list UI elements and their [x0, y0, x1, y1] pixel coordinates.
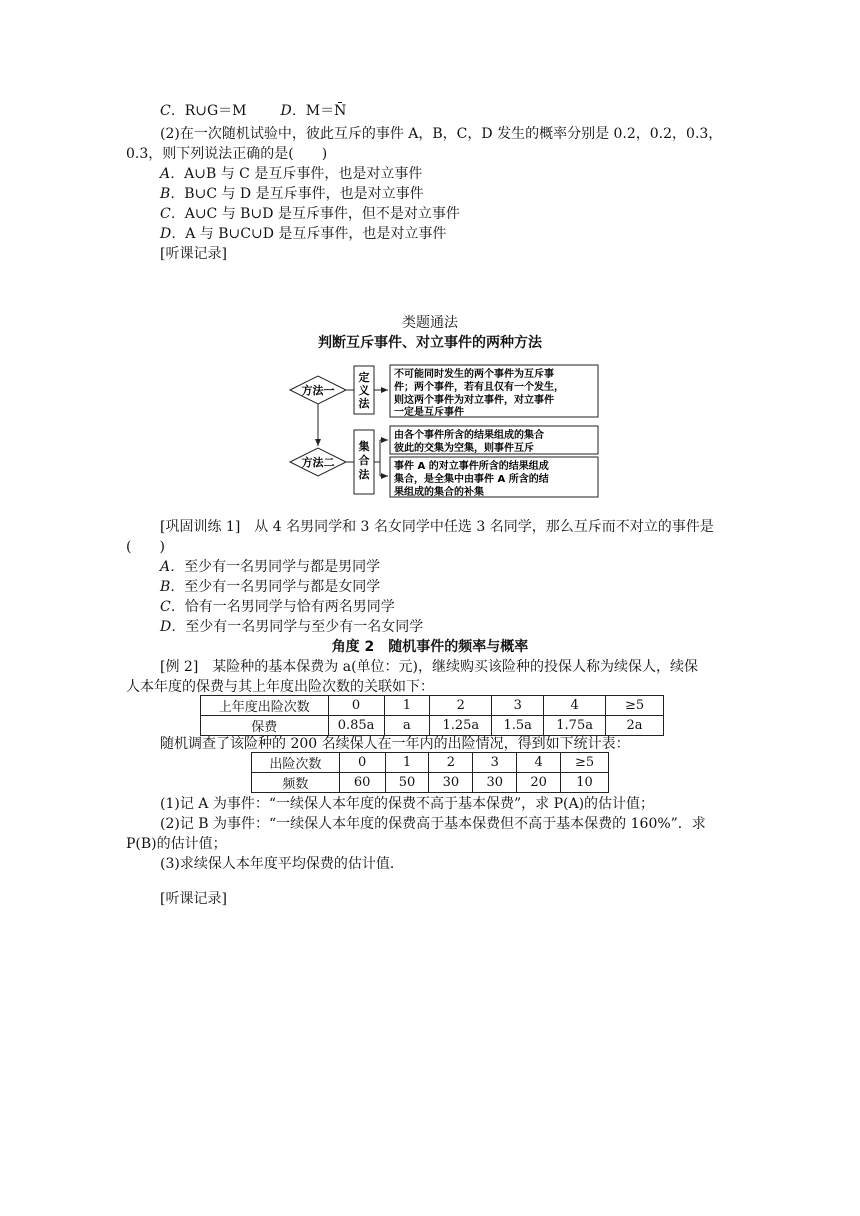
table-cell: a [384, 716, 430, 736]
option-a [160, 164, 422, 184]
practice-option-c [160, 597, 395, 617]
example-2-line-1: [例 2] 某险种的基本保费为 a(单位：元)，继续购买该险种的投保人称为续保人，续保 [160, 659, 698, 675]
option-label: D． [160, 226, 186, 242]
method-2-label: 方法二 [301, 456, 335, 469]
option-text: 至少有一名男同学与都是男同学 [184, 559, 381, 575]
option-label: B． [160, 579, 185, 595]
method-subheading: 判断互斥事件、对立事件的两种方法 [318, 335, 542, 351]
method-heading: 类题通法 [402, 315, 458, 331]
premium-table [200, 695, 664, 736]
option-label: D． [160, 619, 186, 635]
def-label-char: 定 [358, 371, 370, 384]
option-c-text: R∪G＝M [184, 103, 247, 119]
table-cell: 1 [384, 696, 430, 716]
options-c-d [160, 101, 346, 121]
def-text-line: 不可能同时发生的两个事件为互斥事 [394, 369, 554, 380]
table-cell: 4 [544, 696, 606, 716]
option-label: C． [160, 206, 185, 222]
sub-question-3: (3)求续保人本年度平均保费的估计值． [160, 856, 404, 872]
table-row [201, 716, 664, 736]
table-cell: 0 [328, 696, 384, 716]
table-cell: 0 [339, 753, 385, 773]
set-text-line: 彼此的交集为空集，则事件互斥 [394, 443, 534, 454]
sub-question-2-line-1: (2)记 B 为事件：“一续保人本年度的保费高于基本保费但不高于基本保费的 160%”．求 [160, 816, 706, 832]
survey-line: 随机调查了该险种的 200 名续保人在一年内的出险情况，得到如下统计表： [160, 736, 630, 752]
def-text-line: 件；两个事件，若有且仅有一个发生， [394, 382, 564, 393]
option-text: 恰有一名男同学与恰有两名男同学 [184, 599, 395, 615]
frequency-table [251, 752, 609, 793]
def-text-line: 一定是互斥事件 [394, 407, 464, 418]
set-text-line: 果组成的集合的补集 [394, 487, 484, 498]
set-label-char: 合 [358, 454, 370, 467]
practice-option-a [160, 557, 380, 577]
table-row [252, 773, 609, 793]
option-text: A∪B 与 C 是互斥事件，也是对立事件 [184, 166, 423, 182]
table-cell: 2 [429, 753, 473, 773]
table-cell: 30 [473, 773, 517, 793]
option-label: C． [160, 599, 185, 615]
table-cell: 1.5a [492, 716, 544, 736]
table-cell: 出险次数 [252, 753, 340, 773]
table-cell: 20 [517, 773, 561, 793]
option-b [160, 184, 424, 204]
sub-question-1: (1)记 A 为事件：“一续保人本年度的保费不高于基本保费”，求 P(A)的估计值； [160, 796, 655, 812]
option-d-text: M＝N̄ [305, 103, 347, 119]
set-text-line: 由各个事件所含的结果组成的集合 [394, 430, 544, 441]
table-cell: 50 [385, 773, 429, 793]
option-c [160, 204, 460, 224]
question-2-line-2: 0.3，则下列说法正确的是( ) [126, 146, 328, 162]
table-cell: 0.85a [328, 716, 384, 736]
option-c-label: C． [160, 103, 185, 119]
table-cell: 保费 [201, 716, 329, 736]
practice-option-d [160, 617, 423, 637]
def-text-line: 则这两个事件为对立事件，对立事件 [394, 395, 554, 406]
option-d-label: D． [280, 103, 306, 119]
example-2-line-2: 人本年度的保费与其上年度出险次数的关联如下： [126, 679, 434, 695]
table-cell: ≥5 [606, 696, 664, 716]
question-2-line-1: (2)在一次随机试验中，彼此互斥的事件 A，B，C，D 发生的概率分别是 0.2，0.2，0.3， [160, 126, 723, 142]
def-label-char: 法 [358, 397, 370, 410]
set-text-line: 事件 A 的对立事件所含的结果组成 [394, 461, 549, 472]
table-cell: 1 [385, 753, 429, 773]
table-cell: 3 [473, 753, 517, 773]
lecture-record-1: [听课记录] [160, 246, 227, 262]
table-cell: 30 [429, 773, 473, 793]
method-diagram [284, 360, 604, 500]
option-label: A． [160, 559, 185, 575]
set-text-line: 集合，是全集中由事件 A 所含的结 [394, 474, 549, 485]
practice-option-b [160, 577, 380, 597]
table-cell: ≥5 [561, 753, 609, 773]
option-text: 至少有一名男同学与至少有一名女同学 [185, 619, 424, 635]
table-cell: 60 [339, 773, 385, 793]
option-text: A 与 B∪C∪D 是互斥事件，也是对立事件 [185, 226, 447, 242]
angle-2-heading: 角度 2 随机事件的频率与概率 [331, 639, 529, 655]
table-cell: 2a [606, 716, 664, 736]
sub-question-2-line-2: P(B)的估计值； [126, 836, 227, 852]
practice-line-1: [巩固训练 1] 从 4 名男同学和 3 名女同学中任选 3 名同学，那么互斥而不对立的事件是 [160, 519, 714, 535]
table-row [201, 696, 664, 716]
practice-line-2: ( ) [126, 539, 165, 555]
method-1-label: 方法一 [301, 384, 335, 397]
table-cell: 频数 [252, 773, 340, 793]
table-cell: 4 [517, 753, 561, 773]
table-cell: 1.25a [430, 716, 492, 736]
def-label-char: 义 [358, 384, 370, 397]
option-d [160, 224, 446, 244]
set-label-char: 集 [358, 440, 370, 453]
option-text: 至少有一名男同学与都是女同学 [184, 579, 381, 595]
option-label: B． [160, 186, 185, 202]
table-cell: 1.75a [544, 716, 606, 736]
option-text: A∪C 与 B∪D 是互斥事件，但不是对立事件 [184, 206, 460, 222]
table-cell: 上年度出险次数 [201, 696, 329, 716]
option-text: B∪C 与 D 是互斥事件，也是对立事件 [184, 186, 424, 202]
table-cell: 2 [430, 696, 492, 716]
lecture-record-2: [听课记录] [160, 891, 227, 907]
table-cell: 10 [561, 773, 609, 793]
table-row [252, 753, 609, 773]
set-label-char: 法 [358, 468, 370, 481]
table-cell: 3 [492, 696, 544, 716]
option-label: A． [160, 166, 185, 182]
